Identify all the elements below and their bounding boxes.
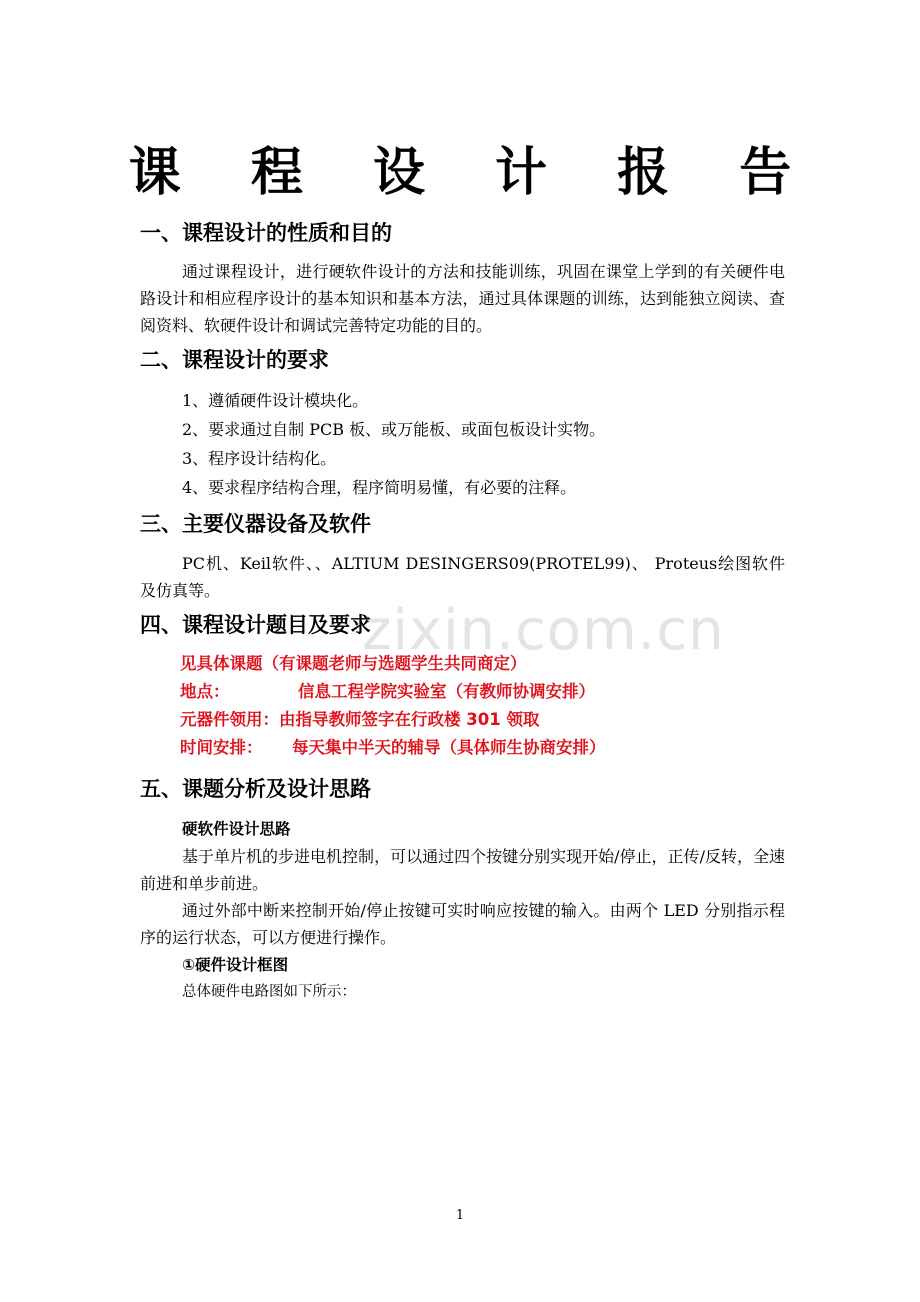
location-value: 信息工程学院实验室（有教师协调安排） (298, 682, 595, 701)
section-heading: 一、课程设计的性质和目的 (140, 221, 392, 245)
section-analysis (140, 774, 785, 804)
section-equipment (140, 509, 785, 539)
schedule-line (140, 734, 785, 762)
section-heading: 二、课程设计的要求 (140, 348, 329, 372)
components-line (140, 706, 785, 734)
page-number: 1 (455, 1208, 465, 1223)
section-purpose-body (140, 258, 785, 339)
section-equipment-body (140, 550, 785, 604)
paragraph: PC机、Keil软件、、ALTIUM DESINGERS09(PROTEL99)、 Proteus绘图软件及仿真等。 (140, 554, 785, 600)
section-heading: 四、课程设计题目及要求 (140, 613, 371, 637)
note: 总体硬件电路图如下所示： (182, 984, 356, 1000)
schedule-value: 每天集中半天的辅导（具体师生协商安排） (292, 738, 606, 757)
requirements-list (140, 386, 785, 502)
paragraph: 基于单片机的步进电机控制，可以通过四个按键分别实现开始/停止，正传/反转，全速前进和单步前进。 (140, 847, 785, 893)
topic-details (140, 650, 785, 762)
subheading-hardware-diagram: ①硬件设计框图 (182, 956, 289, 974)
section-heading: 三、主要仪器设备及软件 (140, 512, 371, 536)
paragraph: 通过课程设计，进行硬软件设计的方法和技能训练，巩固在课堂上学到的有关硬件电路设计和相应程序设计的基本知识和基本方法，通过具体课题的训练，达到能独立阅读、查阅资料、软硬件设计和调试完善特定功能的目的。 (140, 262, 785, 335)
section-purpose (140, 218, 785, 248)
list-item: 1、遵循硬件设计模块化。 (182, 391, 369, 410)
components-label: 元器件领用：由指导教师签字在行政楼 301 领取 (180, 710, 540, 729)
list-item: 2、要求通过自制 PCB 板、或万能板、或面包板设计实物。 (182, 420, 606, 439)
location-label: 地点： (180, 682, 230, 701)
schedule-label: 时间安排： (180, 738, 263, 757)
subheading: 硬软件设计思路 (182, 820, 291, 838)
page-title: 课 程 设 计 报 告 (128, 143, 818, 203)
topic-line (140, 650, 785, 678)
section-heading: 五、课题分析及设计思路 (140, 777, 371, 801)
topic-label: 见具体课题（有课题老师与选题学生共同商定） (180, 654, 527, 673)
section-requirements (140, 345, 785, 375)
analysis-body (140, 815, 785, 1005)
paragraph: 通过外部中断来控制开始/停止按键可实时响应按键的输入。由两个 LED 分别指示程序的运行状态，可以方便进行操作。 (140, 901, 785, 947)
list-item: 3、程序设计结构化。 (182, 449, 337, 468)
section-topics (140, 610, 785, 640)
location-line (140, 678, 785, 706)
watermark: zixin.com.cn (362, 598, 725, 663)
list-item: 4、要求程序结构合理，程序简明易懂，有必要的注释。 (182, 478, 577, 497)
